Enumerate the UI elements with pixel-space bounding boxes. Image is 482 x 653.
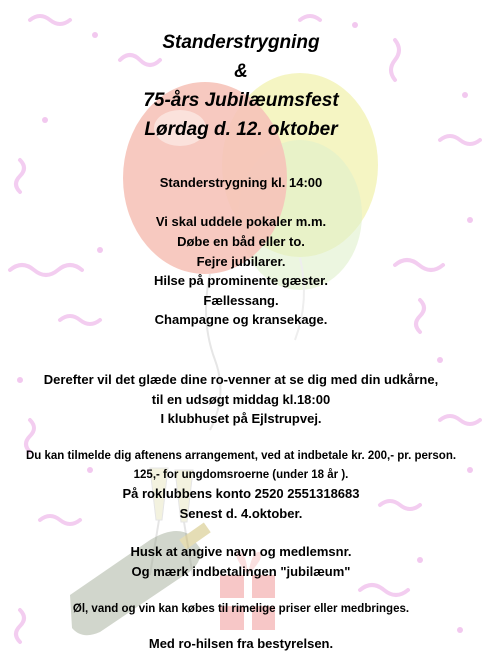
event-date: Lørdag d. 12. oktober (144, 119, 338, 140)
title-ampersand: & (234, 61, 248, 82)
reminder-text: Og mærk indbetalingen "jubilæum" (131, 564, 351, 579)
drinks-note: Øl, vand og vin kan købes til rimelige priser eller medbringes. (72, 603, 410, 615)
signup-price: Du kan tilmelde dig aftenens arrangement, ved at indbetale kr. 200,- pr. person. (25, 450, 457, 462)
reminder-text: Husk at angive navn og medlemsnr. (130, 544, 352, 559)
closing-greeting: Med ro-hilsen fra bestyrelsen. (148, 636, 334, 651)
signup-youth-price: 125,- for ungdomsroerne (under 18 år ). (133, 469, 349, 481)
program-time: Standerstrygning kl. 14:00 (159, 175, 323, 190)
dinner-location: I klubhuset på Ejlstrupvej. (160, 411, 322, 426)
dinner-time: til en udsøgt middag kl.18:00 (151, 392, 331, 407)
title-line: 75-års Jubilæumsfest (143, 90, 339, 111)
program-item: Vi skal uddele pokaler m.m. (155, 214, 327, 229)
program-item: Champagne og kransekage. (154, 312, 328, 327)
program-item: Døbe en båd eller to. (177, 234, 305, 249)
program-item: Fællessang. (203, 293, 279, 308)
program-item: Fejre jubilarer. (196, 254, 286, 269)
signup-deadline: Senest d. 4.oktober. (179, 506, 303, 521)
title-line: Standerstrygning (162, 32, 320, 53)
dinner-text: Derefter vil det glæde dine ro-venner at se dig med din udkårne, (43, 372, 439, 387)
bank-account: På roklubbens konto 2520 2551318683 (122, 486, 360, 501)
program-item: Hilse på prominente gæster. (153, 273, 329, 288)
